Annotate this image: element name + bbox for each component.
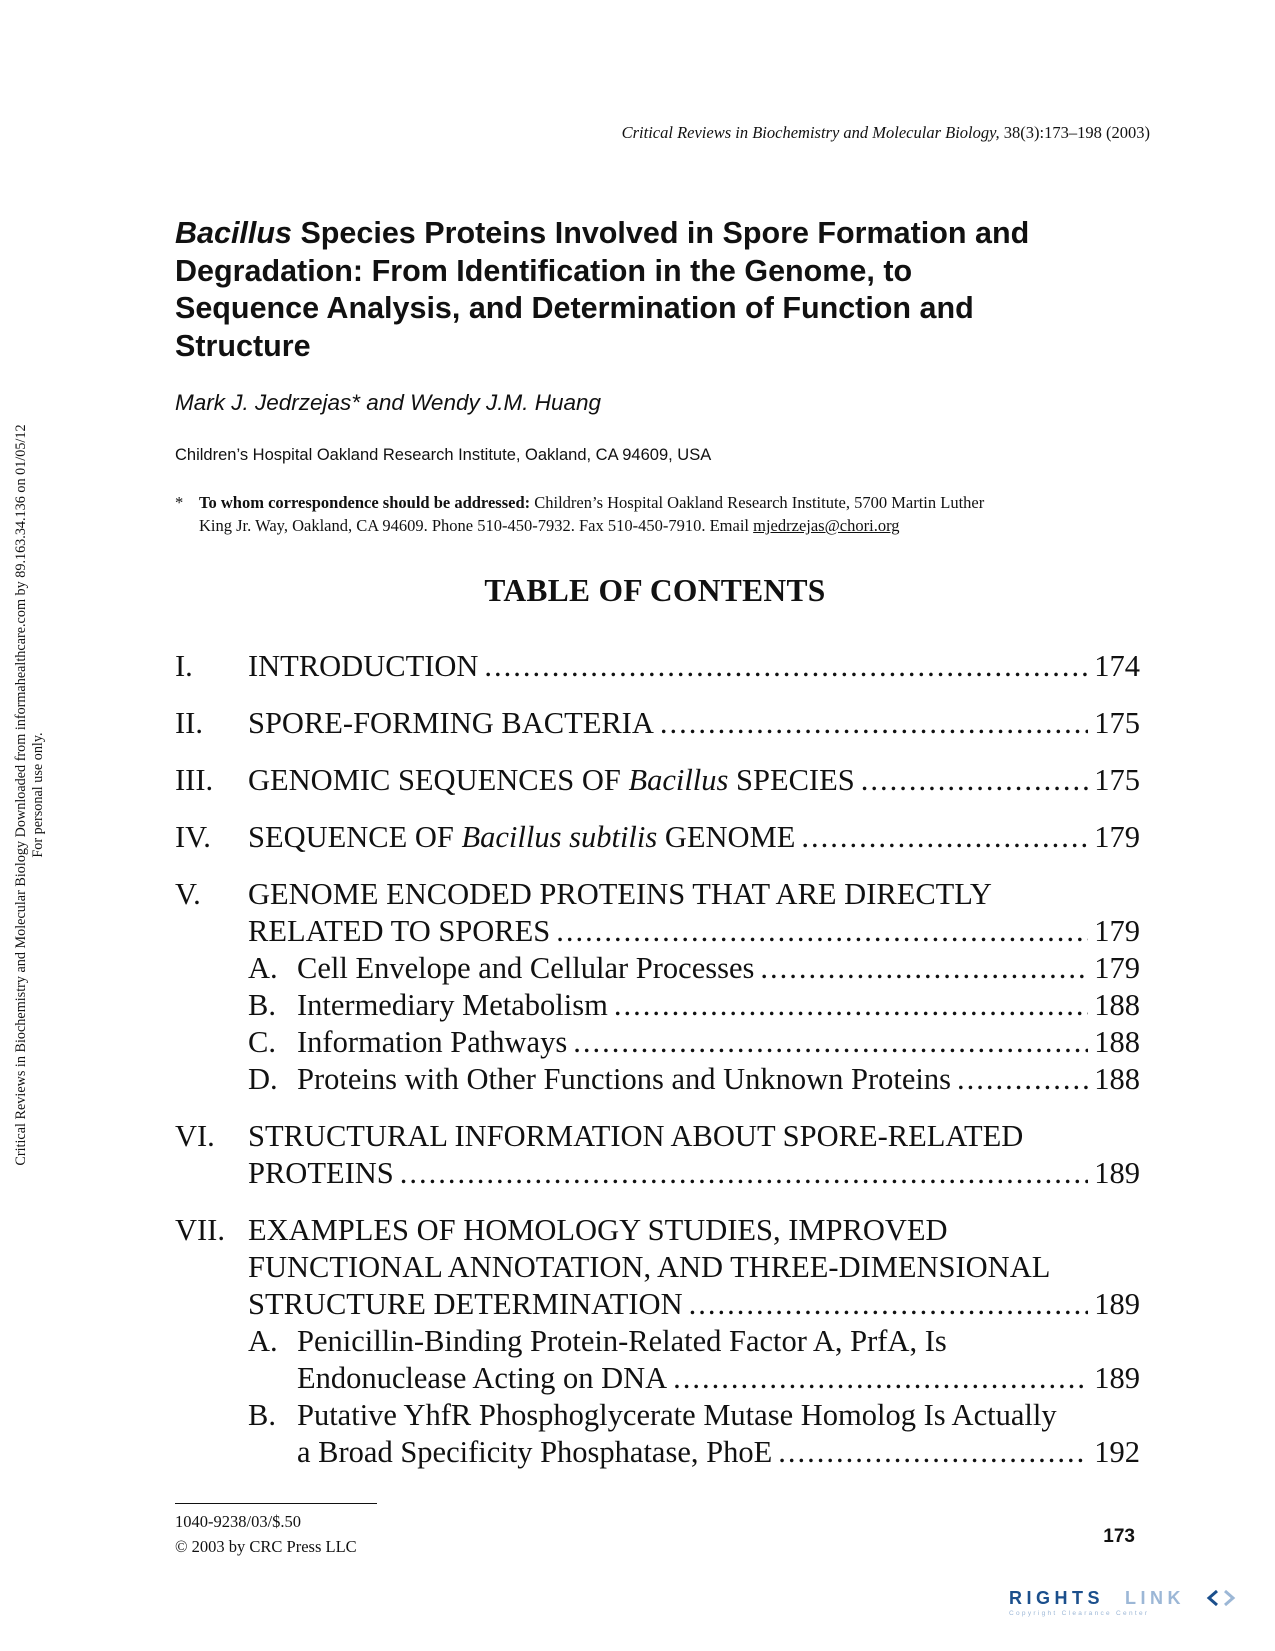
toc-leader-dots: [957, 1061, 1088, 1098]
toc-entry-number: IV.: [175, 820, 211, 854]
toc-title-part: GENOMIC SEQUENCES OF: [248, 763, 621, 797]
article-title: [175, 215, 1135, 365]
toc-entry-page: 174: [1094, 649, 1140, 683]
issn-price: 1040-9238/03/$.50: [175, 1512, 302, 1531]
toc-entry-number: VII.: [175, 1213, 225, 1247]
toc-entry-number: III.: [175, 763, 214, 797]
toc-entry[interactable]: [175, 705, 1140, 742]
toc-leader-dots: [861, 762, 1089, 799]
toc-leader-dots: [484, 648, 1088, 685]
toc-subentry[interactable]: [248, 1061, 1140, 1098]
correspondence-note: [175, 491, 1115, 537]
journal-name: Critical Reviews in Biochemistry and Molecular Biology,: [621, 123, 1000, 142]
toc-subentry-page: 188: [1094, 988, 1140, 1022]
toc-entry-page: 189: [1094, 1156, 1140, 1190]
toc-subentry-letter: C.: [248, 1025, 276, 1059]
toc-subentry[interactable]: [248, 1024, 1140, 1061]
toc-entry-title: [248, 762, 855, 799]
page-number: 173: [1103, 1526, 1135, 1547]
toc-subentry-letter: B.: [248, 1398, 276, 1432]
toc-subentry-page: 188: [1094, 1062, 1140, 1096]
download-watermark-line2: For personal use only.: [30, 732, 46, 858]
toc-subentry-title: Proteins with Other Functions and Unknown Proteins: [297, 1062, 952, 1096]
toc-entry-title: INTRODUCTION: [248, 649, 479, 683]
title-line1-rest: Species Proteins Involved in Spore Formation and: [300, 216, 1030, 250]
toc-leader-dots: [556, 913, 1088, 950]
toc-subentry-page: 188: [1094, 1025, 1140, 1059]
toc-subentry-title: Intermediary Metabolism: [297, 988, 608, 1022]
download-watermark-line1: Critical Reviews in Biochemistry and Molecular Biology Downloaded from informahealthcare.com by 89.163.34.136 on 01/05/12: [13, 424, 29, 1166]
svg-text:LINK: LINK: [1125, 1588, 1185, 1608]
toc-leader-dots: [689, 1286, 1089, 1323]
toc-entry-title: [248, 819, 795, 856]
toc-entry-number: I.: [175, 649, 193, 683]
toc-subentry-title: Cell Envelope and Cellular Processes: [297, 951, 755, 985]
toc-entry-title-line: STRUCTURE DETERMINATION: [248, 1287, 683, 1321]
correspondence-address-1: Children’s Hospital Oakland Research Institute, 5700 Martin Luther: [534, 493, 985, 512]
toc-subentry-title-line: Putative YhfR Phosphoglycerate Mutase Homolog Is Actually: [297, 1398, 1057, 1432]
toc-entry-page: 179: [1094, 914, 1140, 948]
toc-title-italic: Bacillus subtilis: [461, 820, 658, 854]
toc-heading: TABLE OF CONTENTS: [484, 573, 826, 608]
toc-entry-title-line: FUNCTIONAL ANNOTATION, AND THREE-DIMENSIONAL: [248, 1250, 1051, 1284]
toc-subentry[interactable]: [248, 1323, 1140, 1397]
title-line4: Structure: [175, 328, 311, 363]
footer-publication-info: [175, 1509, 357, 1559]
toc-subentry-title: Information Pathways: [297, 1025, 568, 1059]
toc-entry[interactable]: [175, 876, 1140, 1098]
title-line2: Degradation: From Identification in the Genome, to: [175, 253, 913, 288]
toc-subentry-letter: B.: [248, 988, 276, 1022]
toc-leader-dots: [760, 950, 1088, 987]
correspondence-address-2: King Jr. Way, Oakland, CA 94609. Phone 510-450-7932. Fax 510-450-7910. Email: [199, 516, 750, 535]
toc-entry[interactable]: [175, 819, 1140, 856]
toc-entry-number: VI.: [175, 1119, 215, 1153]
download-watermark: [0, 0, 60, 1260]
svg-text:RIGHTS: RIGHTS: [1009, 1588, 1105, 1608]
toc-title-part: GENOME: [664, 820, 796, 854]
toc-entry[interactable]: [175, 648, 1140, 685]
toc-subentry[interactable]: [248, 987, 1140, 1024]
toc-subentry-page: 179: [1094, 951, 1140, 985]
toc-entry-title: SPORE-FORMING BACTERIA: [248, 706, 654, 740]
journal-citation: [622, 123, 1150, 143]
toc-leader-dots: [400, 1155, 1089, 1192]
toc-entry[interactable]: [175, 762, 1140, 799]
toc-title-italic: Bacillus: [628, 763, 729, 797]
toc-title-part: SPECIES: [736, 763, 855, 797]
correspondence-email-link[interactable]: mjedrzejas@chori.org: [753, 516, 900, 535]
affiliation: Children’s Hospital Oakland Research Institute, Oakland, CA 94609, USA: [175, 446, 712, 464]
toc-leader-dots: [801, 819, 1088, 856]
toc-subentry-letter: A.: [248, 951, 278, 985]
toc-title-part: SEQUENCE OF: [248, 820, 454, 854]
rightslink-logo[interactable]: [1009, 1582, 1239, 1622]
toc-subentry-page: 189: [1094, 1361, 1140, 1395]
footnote-divider: [175, 1503, 377, 1504]
title-line3: Sequence Analysis, and Determination of Function and: [175, 291, 974, 325]
toc-subentry-letter: D.: [248, 1062, 278, 1096]
toc-subentry-title-line: a Broad Specificity Phosphatase, PhoE: [297, 1435, 773, 1469]
toc-entry-title-line: EXAMPLES OF HOMOLOGY STUDIES, IMPROVED: [248, 1213, 948, 1247]
toc-subentry[interactable]: [248, 1397, 1140, 1471]
toc-entry-page: 179: [1094, 820, 1140, 854]
toc-subentry-letter: A.: [248, 1324, 278, 1358]
copyright-line: © 2003 by CRC Press LLC: [175, 1537, 357, 1556]
download-watermark-text: [13, 424, 47, 1165]
toc-subentry-title-line: Penicillin-Binding Protein-Related Factor A, PrfA, Is: [297, 1324, 947, 1358]
toc-entry-title-line: RELATED TO SPORES: [248, 914, 551, 948]
toc-entry-page: 189: [1094, 1287, 1140, 1321]
svg-text:Copyright Clearance Center: Copyright Clearance Center: [1009, 1610, 1150, 1617]
toc-entry-title-line: GENOME ENCODED PROTEINS THAT ARE DIRECTLY: [248, 877, 992, 911]
toc-entry-number: V.: [175, 877, 201, 911]
toc-leader-dots: [778, 1434, 1088, 1471]
table-of-contents: [175, 648, 1140, 1471]
correspondence-label: To whom correspondence should be addressed:: [199, 493, 531, 512]
author-list: Mark J. Jedrzejas* and Wendy J.M. Huang: [175, 390, 602, 415]
toc-subentry[interactable]: [248, 950, 1140, 987]
toc-subentry-title-line: Endonuclease Acting on DNA: [297, 1361, 668, 1395]
toc-leader-dots: [573, 1024, 1088, 1061]
toc-entry-page: 175: [1094, 763, 1140, 797]
toc-leader-dots: [660, 705, 1088, 742]
rightslink-logo-art: [1009, 1588, 1233, 1617]
toc-leader-dots: [614, 987, 1088, 1024]
toc-entry-page: 175: [1094, 706, 1140, 740]
journal-volume-pages: 38(3):173–198 (2003): [1003, 123, 1150, 142]
toc-entry-number: II.: [175, 706, 203, 740]
toc-leader-dots: [673, 1360, 1088, 1397]
toc-entry[interactable]: [175, 1212, 1140, 1471]
toc-subentry-page: 192: [1094, 1435, 1140, 1469]
title-genus: Bacillus: [175, 216, 292, 250]
toc-entry[interactable]: [175, 1118, 1140, 1192]
toc-entry-title-line: PROTEINS: [248, 1156, 394, 1190]
toc-entry-title-line: STRUCTURAL INFORMATION ABOUT SPORE-RELATED: [248, 1119, 1024, 1153]
footnote-asterisk: *: [175, 493, 184, 512]
